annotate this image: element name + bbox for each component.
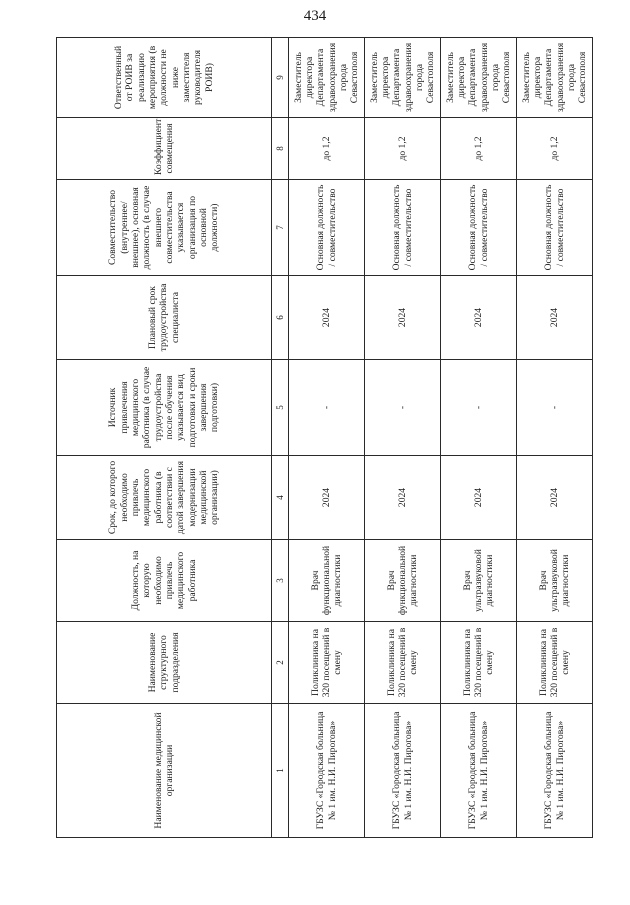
table-cell: 2024 [365, 276, 441, 360]
column-number: 4 [272, 456, 289, 540]
header-cell: Плановый срок трудоустройства специалиста [57, 276, 272, 360]
header-cell: Коэффициент совмещения [57, 118, 272, 180]
header-cell: Совместительство (внутреннее/внешнее), основная должность (в случае внешнего совместительства указывается организация по основной должности) [57, 180, 272, 276]
column-number: 9 [272, 38, 289, 118]
header-cell: Наименование медицинской организации [57, 704, 272, 838]
table-cell: Поликлиника на 320 посещений в смену [365, 622, 441, 704]
table-cell: 2024 [365, 456, 441, 540]
header-cell: Наименование структурного подразделения [57, 622, 272, 704]
column-number: 6 [272, 276, 289, 360]
header-cell: Должность, на которую необходимо привлечь медицинского работника [57, 540, 272, 622]
header-cell: Ответственный от РОИВ за реализацию мероприятия (в должности не ниже заместителя руководителя РОИВ) [57, 38, 272, 118]
column-number-row [272, 38, 289, 838]
table-cell: Заместитель директора Департамента здравоохранения города Севастополя [441, 38, 517, 118]
column-number: 5 [272, 360, 289, 456]
table-row [289, 38, 365, 838]
table-cell: Врач ультразвуковой диагностики [517, 540, 593, 622]
table-cell: - [441, 360, 517, 456]
table-cell: - [365, 360, 441, 456]
table-cell: Врач функциональной диагностики [289, 540, 365, 622]
table-cell: 2024 [289, 276, 365, 360]
column-number: 1 [272, 704, 289, 838]
rotated-table-container [56, 38, 589, 838]
table-cell: Врач функциональной диагностики [365, 540, 441, 622]
table-cell: ГБУЗС «Городская больница № 1 им. Н.И. Пирогова» [441, 704, 517, 838]
table-cell: Заместитель директора Департамента здравоохранения города Севастополя [517, 38, 593, 118]
table-cell: до 1,2 [365, 118, 441, 180]
table-row [441, 38, 517, 838]
table-cell: - [517, 360, 593, 456]
table-cell: Поликлиника на 320 посещений в смену [517, 622, 593, 704]
table-cell: Основная должность / совместительство [517, 180, 593, 276]
table-cell: 2024 [289, 456, 365, 540]
table-cell: ГБУЗС «Городская больница № 1 им. Н.И. Пирогова» [517, 704, 593, 838]
table-cell: Заместитель директора Департамента здравоохранения города Севастополя [289, 38, 365, 118]
table-cell: Врач ультразвуковой диагностики [441, 540, 517, 622]
column-number: 7 [272, 180, 289, 276]
table-cell: ГБУЗС «Городская больница № 1 им. Н.И. Пирогова» [289, 704, 365, 838]
header-cell: Источник привлечения медицинского работника (в случае трудоустройства после обучения указывается вид подготовки и сроки завершения подготовки) [57, 360, 272, 456]
table-cell: 2024 [441, 276, 517, 360]
table-cell: Основная должность / совместительство [289, 180, 365, 276]
table-cell: Поликлиника на 320 посещений в смену [289, 622, 365, 704]
table-cell: 2024 [517, 276, 593, 360]
table-cell: 2024 [441, 456, 517, 540]
table-row [517, 38, 593, 838]
column-number: 3 [272, 540, 289, 622]
table-cell: Основная должность / совместительство [441, 180, 517, 276]
header-row [57, 38, 272, 838]
table-row [365, 38, 441, 838]
header-cell: Срок, до которого необходимо привлечь медицинского работника (в соответствии с датой завершения модернизации медицинской организации) [57, 456, 272, 540]
table-cell: 2024 [517, 456, 593, 540]
table-cell: - [289, 360, 365, 456]
column-number: 8 [272, 118, 289, 180]
table-cell: до 1,2 [517, 118, 593, 180]
table-cell: ГБУЗС «Городская больница № 1 им. Н.И. Пирогова» [365, 704, 441, 838]
table-cell: Поликлиника на 320 посещений в смену [441, 622, 517, 704]
table-cell: до 1,2 [289, 118, 365, 180]
page-number: 434 [303, 8, 327, 24]
table-cell: Заместитель директора Департамента здравоохранения города Севастополя [365, 38, 441, 118]
column-number: 2 [272, 622, 289, 704]
staffing-table [56, 37, 593, 838]
table-cell: до 1,2 [441, 118, 517, 180]
table-cell: Основная должность / совместительство [365, 180, 441, 276]
